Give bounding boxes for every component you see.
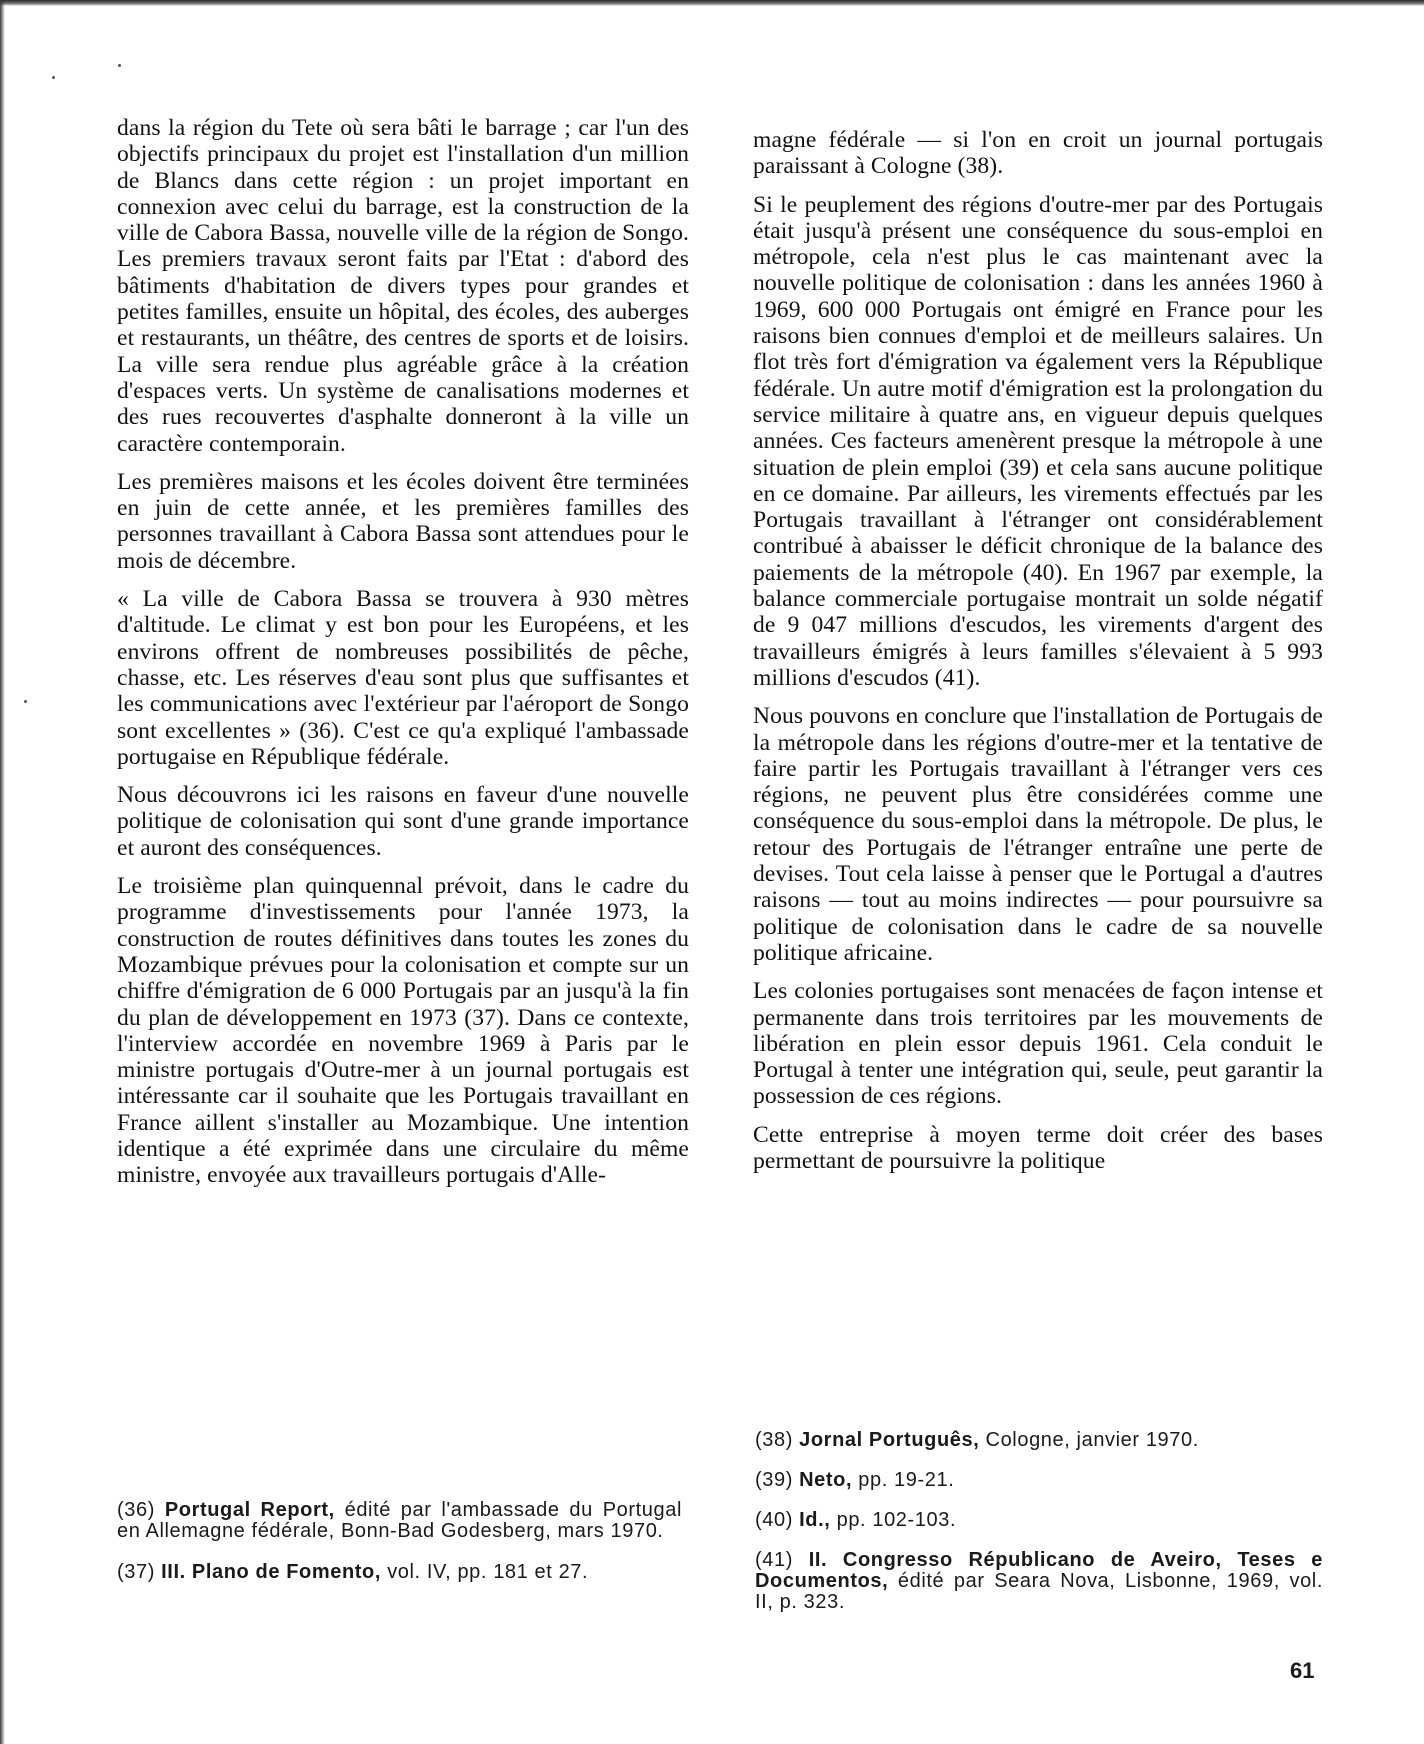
footnotes-left: [117, 1500, 682, 1603]
paragraph: Le troisième plan quinquennal prévoit, dans le cadre du programme d'investissements pour l'année 1973, la construction de routes définitives dans toutes les zones du Mozambique prévues pour la colonisation et compte sur un chiffre d'émigration de 6 000 Portugais par an jusqu'à la fin du plan de développement en 1973 (37). Dans ce contexte, l'interview accordée en novembre 1969 à Paris par le ministre portugais d'Outre-mer à un journal portugais est intéressante car il souhaite que les Portugais travaillant en France aillent s'installer au Mozambique. Une intention identique a été exprimée dans une circulaire du même ministre, envoyée aux travailleurs portugais d'Alle-: [117, 873, 689, 1189]
footnote-source: II. Congresso Républicano de Aveiro, Teses e Documentos,: [755, 1549, 1323, 1592]
paragraph: Cette entreprise à moyen terme doit créer des bases permettant de poursuivre la politique: [753, 1121, 1323, 1174]
footnote-source: Jornal Português,: [799, 1429, 980, 1451]
scan-speck: [52, 76, 55, 79]
footnote-number: (37): [117, 1561, 155, 1583]
footnote: [755, 1470, 1323, 1491]
footnote-text: pp. 102-103.: [830, 1509, 957, 1531]
paragraph: Si le peuplement des régions d'outre-mer par des Portugais était jusqu'à présent une conséquence du sous-emploi en métropole, cela n'est plus le cas maintenant avec la nouvelle politique de colonisation : dans les années 1960 à 1969, 600 000 Portugais ont émigré en France pour les raisons bien connues d'emploi et de meilleurs salaires. Un flot très fort d'émigration va également vers la République fédérale. Un autre motif d'émigration est la prolongation du service militaire à quatre ans, en vigueur depuis quelques années. Ces facteurs amenèrent presque la métropole à une situation de plein emploi (39) et cela sans aucune politique en ce domaine. Par ailleurs, les virements effectués par les Portugais travaillant à l'étranger ont considérablement contribué à abaisser le déficit chronique de la balance des paiements de la métropole (40). En 1967 par exemple, la balance commerciale portugaise montrait un solde négatif de 9 047 millions d'escudos, les virements d'argent des travailleurs émigrés à leurs familles s'élevaient à 5 993 millions d'escudos (41).: [753, 191, 1323, 691]
left-column: [117, 115, 689, 1201]
footnotes-right: [755, 1430, 1323, 1632]
scan-speck: [24, 700, 27, 703]
footnote: [117, 1562, 682, 1583]
footnote: [755, 1510, 1323, 1531]
footnote: [117, 1500, 682, 1542]
paragraph: magne fédérale — si l'on en croit un journal portugais paraissant à Cologne (38).: [753, 127, 1323, 180]
paragraph: Nous découvrons ici les raisons en faveur d'une nouvelle politique de colonisation qui sont d'une grande importance et auront des conséquences.: [117, 782, 689, 861]
footnote: [755, 1550, 1323, 1613]
scan-edge-left: [0, 0, 5, 1744]
paragraph: dans la région du Tete où sera bâti le barrage ; car l'un des objectifs principaux du projet est l'installation d'un million de Blancs dans cette région : un projet important en connexion avec celui du barrage, est la construction de la ville de Cabora Bassa, nouvelle ville de la région de Songo. Les premiers travaux seront faits par l'Etat : d'abord des bâtiments d'habitation de divers types pour grandes et petites familles, ensuite un hôpital, des écoles, des auberges et restaurants, un théâtre, des centres de sports et de loisirs. La ville sera rendue plus agréable grâce à la création d'espaces verts. Un système de canalisations modernes et des rues recouvertes d'asphalte donneront à la ville un caractère contemporain.: [117, 115, 689, 457]
footnote-source: Neto,: [799, 1469, 853, 1491]
footnote-source: Id.,: [799, 1509, 831, 1531]
page-number: 61: [1290, 1658, 1315, 1683]
paragraph: « La ville de Cabora Bassa se trouvera à 930 mètres d'altitude. Le climat y est bon pour les Européens, et les environs offrent de nombreuses possibilités de pêche, chasse, etc. Les réserves d'eau sont plus que suffisantes et les communications avec l'extérieur par l'aéroport de Songo sont excellentes » (36). C'est ce qu'a expliqué l'ambassade portugaise en République fédérale.: [117, 586, 689, 770]
footnote-text: vol. IV, pp. 181 et 27.: [381, 1561, 589, 1583]
footnote-source: Portugal Report,: [164, 1499, 335, 1521]
footnote-number: (38): [755, 1429, 793, 1451]
footnote-source: III. Plano de Fomento,: [161, 1561, 382, 1583]
footnote-number: (41): [755, 1549, 793, 1571]
paragraph: Les premières maisons et les écoles doivent être terminées en juin de cette année, et les premières familles des personnes travaillant à Cabora Bassa sont attendues pour le mois de décembre.: [117, 468, 689, 574]
footnote-number: (40): [755, 1509, 793, 1531]
footnote: [755, 1430, 1323, 1451]
footnote-text: pp. 19-21.: [852, 1469, 955, 1491]
footnote-text: édité par l'ambassade du Portugal en Allemagne fédérale, Bonn-Bad Godesberg, mars 1970.: [117, 1499, 682, 1542]
footnote-number: (39): [755, 1469, 793, 1491]
right-column: [753, 115, 1323, 1186]
scan-speck: [118, 64, 121, 67]
footnote-text: édité par Seara Nova, Lisbonne, 1969, vol. II, p. 323.: [755, 1570, 1323, 1613]
footnote-text: Cologne, janvier 1970.: [979, 1429, 1199, 1451]
footnote-number: (36): [117, 1499, 155, 1521]
paragraph: Les colonies portugaises sont menacées de façon intense et permanente dans trois territoires par les mouvements de libération en plein essor depuis 1961. Cela conduit le Portugal à tenter une intégration qui, seule, peut garantir la possession de ces régions.: [753, 978, 1323, 1110]
paragraph: Nous pouvons en conclure que l'installation de Portugais de la métropole dans les régions d'outre-mer et la tentative de faire partir les Portugais travaillant à l'étranger vers ces régions, ne peuvent plus être considérées comme une conséquence du sous-emploi dans la métropole. De plus, le retour des Portugais de l'étranger entraîne une perte de devises. Tout cela laisse à penser que le Portugal a d'autres raisons — tout au moins indirectes — pour poursuivre sa politique de colonisation dans le cadre de sa nouvelle politique africaine.: [753, 703, 1323, 966]
scan-edge-top: [0, 0, 1424, 6]
